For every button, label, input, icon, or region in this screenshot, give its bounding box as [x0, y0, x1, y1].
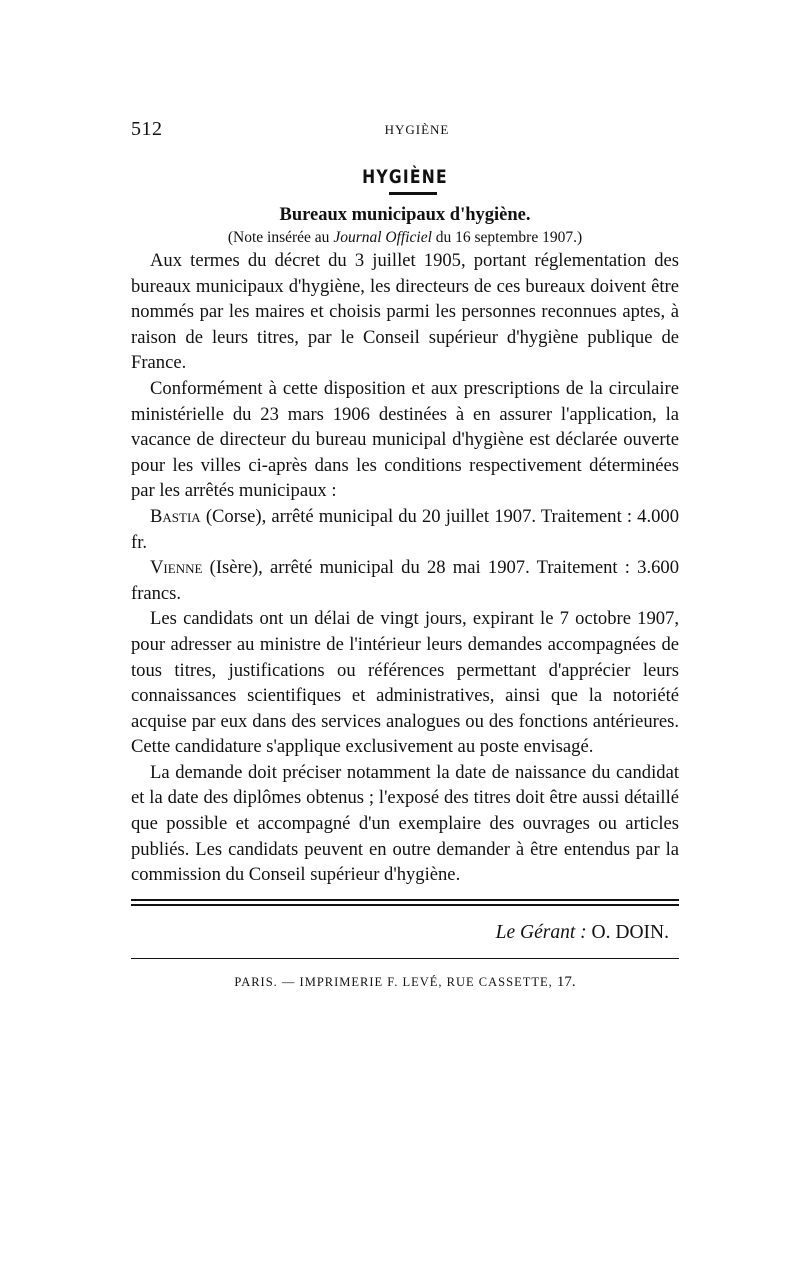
title-underline: [389, 192, 437, 195]
city-vienne: Vienne: [150, 557, 203, 579]
bastia-details: (Corse), arrêté municipal du 20 juillet 1907. Traitement : 4.000 fr.: [131, 505, 679, 553]
vienne-details: (Isère), arrêté municipal du 28 mai 1907. Traitement : 3.600 francs.: [131, 557, 679, 604]
paragraph-requirements: La demande doit préciser notamment la date de naissance du candidat et la date des diplômes obtenus ; l'exposé des titres doit être aussi détaillé que possible et accompagné d'un exemplaire des ouvrages ou articles publiés. Les candidats peuvent en outre demander à être entendus par la commission du Conseil supérieur d'hygiène.: [131, 761, 679, 886]
paragraph-vacancy: Conformément à cette disposition et aux prescriptions de la circulaire ministérielle du 23 mars 1906 destinées à en assurer l'application, la vacance de directeur du bureau municipal d'hygiène est déclarée ouverte pour les villes ci-après dans les conditions respectivement déterminées par les arrêtés municipaux :: [131, 377, 679, 502]
printer-imprint: [131, 974, 679, 991]
footer-rule: [131, 958, 679, 959]
paragraph-decree: Aux termes du décret du 3 juillet 1905, portant réglementation des bureaux municipaux d'hygiène, les directeurs de ces bureaux doivent être nommés par les maires et choisis parmi les personnes reconnues aptes, à raison de leurs titres, par le Conseil supérieur d'hygiène publique de France.: [131, 250, 679, 374]
paragraph-vienne: [131, 555, 679, 606]
city-bastia: Bastia: [150, 505, 201, 527]
gerant-label: Le Gérant :: [495, 921, 587, 943]
note-journal: Journal Officiel: [333, 229, 432, 246]
note-suffix: du 16 septembre 1907.): [431, 229, 583, 246]
rule-bottom: [131, 904, 679, 906]
paragraph-deadline: Les candidats ont un délai de vingt jours, expirant le 7 octobre 1907, pour adresser au ministre de l'intérieur leurs demandes accompagnées de tous titres, justifications ou références permettant d'apprécier leurs connaissances scientifiques et administratives, ainsi que la notoriété acquise par eux dans des services analogues ou des fonctions antérieures. Cette candidature s'applique exclusivement au poste envisagé.: [131, 608, 679, 758]
imprint-number: 17.: [556, 973, 576, 990]
section-title: HYGIÈNE: [362, 166, 448, 188]
gerant-name: O. DOIN.: [586, 921, 669, 943]
end-double-rule: [131, 899, 679, 906]
page-number: 512: [131, 118, 163, 140]
gerant-signature: [131, 922, 679, 944]
article-subtitle: Bureaux municipaux d'hygiène.: [279, 205, 531, 225]
article-body: [131, 248, 679, 888]
source-note: [131, 229, 679, 247]
paragraph-bastia: [131, 504, 679, 555]
running-title: HYGIÈNE: [384, 122, 450, 137]
note-prefix: (Note insérée au: [227, 229, 334, 246]
running-head: [131, 118, 679, 142]
imprint-text: PARIS. — IMPRIMERIE F. LEVÉ, RUE CASSETTE,: [234, 974, 557, 989]
document-page: [131, 118, 679, 991]
rule-top: [131, 899, 679, 901]
